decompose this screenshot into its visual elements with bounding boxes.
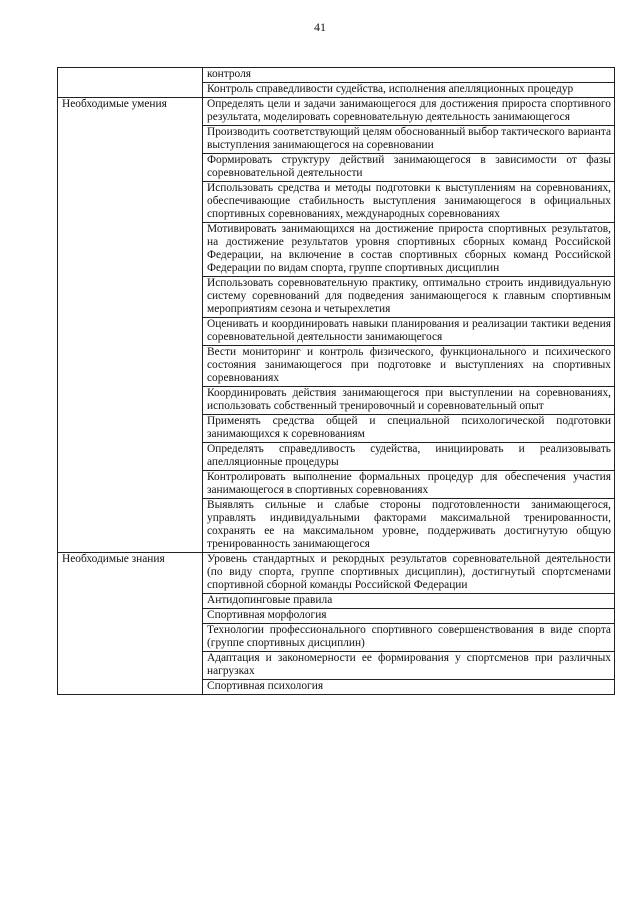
requirement-cell: Спортивная психология	[203, 680, 615, 695]
requirement-cell: Уровень стандартных и рекордных результатов соревновательной деятельности (по виду спорта, группе спортивных дисциплин), достигнутый спортсменами спортивной сборной команды Российской Федерации	[203, 553, 615, 594]
requirement-cell: Адаптация и закономерности ее формирования у спортсменов при различных нагрузках	[203, 652, 615, 680]
requirement-cell: Определять справедливость судейства, инициировать и реализовывать апелляционные процедуры	[203, 443, 615, 471]
section-label: Необходимые знания	[58, 553, 203, 695]
requirement-cell: контроля	[203, 68, 615, 83]
table-row	[58, 68, 615, 83]
requirement-cell: Контроль справедливости судейства, исполнения апелляционных процедур	[203, 83, 615, 98]
requirements-table-body	[58, 68, 615, 695]
requirement-cell: Антидопинговые правила	[203, 594, 615, 609]
requirement-cell: Технологии профессионального спортивного совершенствования в виде спорта (группе спортивных дисциплин)	[203, 624, 615, 652]
requirement-cell: Координировать действия занимающегося при выступлении на соревнованиях, использовать собственный тренировочный и соревновательный опыт	[203, 387, 615, 415]
requirement-cell: Мотивировать занимающихся на достижение прироста спортивных результатов, на достижение результатов уровня спортивных сборных команд Российской Федерации, на включение в состав спортивных сборных команд Российской Федерации по видам спорта, группе спортивных дисциплин	[203, 223, 615, 277]
section-label: Необходимые умения	[58, 98, 203, 553]
table-row	[58, 553, 615, 594]
requirement-cell: Спортивная морфология	[203, 609, 615, 624]
requirement-cell: Производить соответствующий целям обоснованный выбор тактического варианта выступления занимающегося на соревновании	[203, 126, 615, 154]
table-row	[58, 98, 615, 126]
requirement-cell: Использовать соревновательную практику, оптимально строить индивидуальную систему соревнований для подведения занимающегося к главным спортивным мероприятиям сезона и четырехлетия	[203, 277, 615, 318]
requirement-cell: Оценивать и координировать навыки планирования и реализации тактики ведения соревновательной деятельности занимающегося	[203, 318, 615, 346]
requirement-cell: Применять средства общей и специальной психологической подготовки занимающихся к соревнованиям	[203, 415, 615, 443]
page-number: 41	[314, 20, 326, 34]
requirement-cell: Выявлять сильные и слабые стороны подготовленности занимающегося, управлять индивидуальными факторами максимальной тренированности, сохранять ее на максимальном уровне, поддерживать достигнутую общую тренированность занимающегося	[203, 499, 615, 553]
requirement-cell: Контролировать выполнение формальных процедур для обеспечения участия занимающегося в спортивных соревнованиях	[203, 471, 615, 499]
section-label	[58, 68, 203, 98]
requirement-cell: Определять цели и задачи занимающегося для достижения прироста спортивного результата, моделировать соревновательную деятельность занимающегося	[203, 98, 615, 126]
requirement-cell: Вести мониторинг и контроль физического, функционального и психического состояния занимающегося при подготовке и выступлениях на спортивных соревнованиях	[203, 346, 615, 387]
requirement-cell: Формировать структуру действий занимающегося в зависимости от фазы соревновательной деятельности	[203, 154, 615, 182]
requirement-cell: Использовать средства и методы подготовки к выступлениям на соревнованиях, обеспечивающие стабильность выступления занимающегося в официальных спортивных соревнованиях, международных соревнованиях	[203, 182, 615, 223]
requirements-table	[57, 67, 615, 695]
